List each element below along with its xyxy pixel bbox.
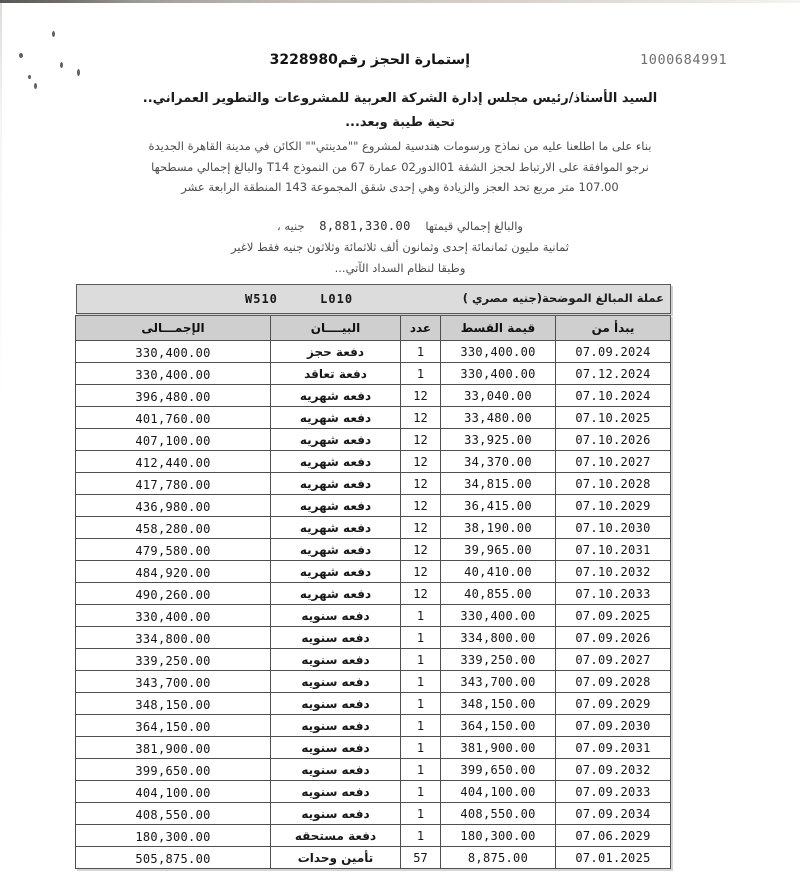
cell-installment-value: 330,400.00 (441, 341, 556, 363)
cell-total-value: 339,250.00 (135, 654, 211, 668)
cell-total (76, 605, 271, 627)
cell-total (76, 715, 271, 737)
reference-codes (245, 292, 353, 306)
cell-installment-value: 34,370.00 (441, 451, 556, 473)
cell-installment-value: 364,150.00 (441, 715, 556, 737)
cell-start-from: 07.10.2030 (556, 517, 671, 539)
cell-start-from: 07.09.2030 (556, 715, 671, 737)
cell-description: دفعه سنويه (271, 627, 401, 649)
cell-count: 12 (401, 539, 441, 561)
cell-total (76, 825, 271, 847)
cell-start-from: 07.09.2033 (556, 781, 671, 803)
cell-installment-value: 330,400.00 (441, 363, 556, 385)
cell-count: 12 (401, 407, 441, 429)
table-row (76, 759, 671, 781)
cell-total-value: 330,400.00 (135, 368, 211, 382)
cell-start-from: 07.12.2024 (556, 363, 671, 385)
document-title: إستمارة الحجز رقم3228980 (269, 52, 470, 68)
cell-total (76, 847, 271, 869)
cell-installment-value: 33,480.00 (441, 407, 556, 429)
cell-total-value: 330,400.00 (135, 346, 211, 360)
salutation-block (62, 88, 738, 134)
body-paragraph (62, 136, 738, 198)
table-row (76, 605, 671, 627)
cell-installment-value: 339,250.00 (441, 649, 556, 671)
total-amount-suffix: جنيه ، (277, 219, 305, 233)
cell-description: دفعة تعاقد (271, 363, 401, 385)
currency-label: عملة المبالغ الموضحة(جنيه مصري ) (462, 291, 664, 305)
scan-edge-artifact-left (0, 3, 2, 875)
total-amount-prefix: والبالغ إجمالي قيمتها (425, 219, 523, 233)
cell-description: دفعه سنويه (271, 803, 401, 825)
cell-total (76, 583, 271, 605)
table-row (76, 539, 671, 561)
cell-description: دفعه شهريه (271, 561, 401, 583)
cell-total-value: 404,100.00 (135, 786, 211, 800)
cell-total-value: 180,300.00 (135, 830, 211, 844)
cell-total-value: 412,440.00 (135, 456, 211, 470)
cell-start-from: 07.09.2027 (556, 649, 671, 671)
cell-count: 12 (401, 429, 441, 451)
cell-start-from: 07.10.2028 (556, 473, 671, 495)
cell-count: 1 (401, 781, 441, 803)
cell-total-value: 396,480.00 (135, 390, 211, 404)
cell-installment-value: 38,190.00 (441, 517, 556, 539)
table-row (76, 363, 671, 385)
salutation-line-1: السيد الأستاذ/رئيس مجلس إدارة الشركة العربية للمشروعات والتطوير العمراني.. (142, 91, 658, 106)
cell-total-value: 348,150.00 (135, 698, 211, 712)
cell-total (76, 407, 271, 429)
cell-total-value: 408,550.00 (135, 808, 211, 822)
total-amount-line (62, 216, 738, 237)
cell-installment-value: 399,650.00 (441, 759, 556, 781)
table-row (76, 385, 671, 407)
scan-edge-artifact-top (0, 0, 800, 3)
cell-count: 1 (401, 605, 441, 627)
cell-total (76, 385, 271, 407)
cell-start-from: 07.10.2027 (556, 451, 671, 473)
cell-description: دفعه شهريه (271, 385, 401, 407)
cell-start-from: 07.09.2029 (556, 693, 671, 715)
cell-total (76, 781, 271, 803)
cell-installment-value: 334,800.00 (441, 627, 556, 649)
total-amount-value: 8,881,330.00 (319, 219, 411, 233)
cell-description: دفعة مستحقه (271, 825, 401, 847)
cell-description: دفعة حجز (271, 341, 401, 363)
table-row (76, 407, 671, 429)
cell-total-value: 458,280.00 (135, 522, 211, 536)
scan-speckle (28, 75, 31, 79)
cell-total (76, 363, 271, 385)
cell-total (76, 539, 271, 561)
document-header (0, 52, 800, 74)
cell-start-from: 07.10.2029 (556, 495, 671, 517)
table-row (76, 671, 671, 693)
cell-count: 12 (401, 517, 441, 539)
cell-installment-value: 8,875.00 (441, 847, 556, 869)
payment-schedule-table (75, 315, 671, 869)
paragraph-line-1: بناء على ما اطلعنا عليه من نماذج ورسومات هندسية لمشروع ""مدينتي"" الكائن في مدينة القاهرة الجديدة (148, 139, 652, 153)
cell-total (76, 429, 271, 451)
cell-description: دفعه شهريه (271, 539, 401, 561)
cell-total (76, 693, 271, 715)
cell-total-value: 479,580.00 (135, 544, 211, 558)
cell-description: دفعه شهريه (271, 407, 401, 429)
scan-speckle (34, 83, 37, 89)
table-row (76, 583, 671, 605)
cell-total (76, 495, 271, 517)
cell-start-from: 07.09.2026 (556, 627, 671, 649)
cell-installment-value: 343,700.00 (441, 671, 556, 693)
cell-description: دفعه سنويه (271, 671, 401, 693)
cell-count: 12 (401, 495, 441, 517)
cell-total (76, 473, 271, 495)
cell-installment-value: 34,815.00 (441, 473, 556, 495)
cell-start-from: 07.09.2025 (556, 605, 671, 627)
cell-count: 12 (401, 583, 441, 605)
cell-start-from: 07.09.2031 (556, 737, 671, 759)
cell-description: دفعه شهريه (271, 583, 401, 605)
cell-description: دفعه سنويه (271, 715, 401, 737)
total-amount-in-words: ثمانية مليون ثمانمائة إحدى وثمانون ألف ثلاثمائة وثلاثون جنيه فقط لاغير (231, 240, 569, 254)
cell-description: دفعه شهريه (271, 517, 401, 539)
code-w: W510 (245, 292, 278, 306)
table-row (76, 341, 671, 363)
cell-total-value: 334,800.00 (135, 632, 211, 646)
table-row (76, 473, 671, 495)
cell-installment-value: 348,150.00 (441, 693, 556, 715)
cell-description: دفعه شهريه (271, 473, 401, 495)
cell-count: 1 (401, 649, 441, 671)
cell-description: دفعه سنويه (271, 781, 401, 803)
currency-bar (76, 284, 671, 314)
payment-schedule-intro: وطبقا لنظام السداد الآتي... (334, 261, 466, 275)
cell-count: 57 (401, 847, 441, 869)
cell-installment-value: 330,400.00 (441, 605, 556, 627)
column-header-total: الإجمـــالى (76, 316, 271, 341)
cell-start-from: 07.09.2034 (556, 803, 671, 825)
table-header-row (76, 316, 671, 341)
table-row (76, 715, 671, 737)
cell-start-from: 07.10.2026 (556, 429, 671, 451)
cell-start-from: 07.10.2031 (556, 539, 671, 561)
cell-total-value: 364,150.00 (135, 720, 211, 734)
cell-total-value: 436,980.00 (135, 500, 211, 514)
cell-total (76, 627, 271, 649)
cell-total-value: 490,260.00 (135, 588, 211, 602)
cell-description: دفعه سنويه (271, 649, 401, 671)
cell-description: دفعه شهريه (271, 429, 401, 451)
column-header-description: البيــــان (271, 316, 401, 341)
cell-count: 12 (401, 561, 441, 583)
cell-start-from: 07.10.2024 (556, 385, 671, 407)
cell-count: 12 (401, 473, 441, 495)
cell-description: دفعه شهريه (271, 451, 401, 473)
table-row (76, 693, 671, 715)
cell-start-from: 07.06.2029 (556, 825, 671, 847)
cell-installment-value: 40,855.00 (441, 583, 556, 605)
table-row (76, 429, 671, 451)
cell-description: دفعه سنويه (271, 737, 401, 759)
table-row (76, 517, 671, 539)
cell-count: 1 (401, 363, 441, 385)
cell-start-from: 07.10.2025 (556, 407, 671, 429)
cell-start-from: 07.09.2024 (556, 341, 671, 363)
paragraph-line-2: نرجو الموافقة على الارتباط لحجز الشقة 01الدور02 عمارة 67 من النموذج T14 والبالغ إجمالي مسطحها (151, 159, 649, 174)
document-id-number: 1000684991 (640, 52, 728, 68)
payment-schedule-table-wrapper (76, 284, 671, 869)
paragraph-line-3: 107.00 متر مربع تحد العجز والزيادة وهي إحدى شقق المجموعة 143 المنطقة الرابعة عشر (181, 180, 619, 194)
table-row (76, 737, 671, 759)
cell-total (76, 671, 271, 693)
cell-start-from: 07.01.2025 (556, 847, 671, 869)
table-row (76, 781, 671, 803)
cell-total-value: 505,875.00 (135, 852, 211, 866)
total-amount-block (62, 216, 738, 279)
scan-speckle (52, 31, 55, 37)
cell-start-from: 07.10.2032 (556, 561, 671, 583)
cell-total (76, 737, 271, 759)
table-row (76, 627, 671, 649)
cell-installment-value: 33,925.00 (441, 429, 556, 451)
cell-total-value: 330,400.00 (135, 610, 211, 624)
cell-description: دفعه سنويه (271, 759, 401, 781)
cell-total (76, 451, 271, 473)
cell-count: 1 (401, 715, 441, 737)
cell-total-value: 484,920.00 (135, 566, 211, 580)
cell-total (76, 759, 271, 781)
cell-start-from: 07.09.2028 (556, 671, 671, 693)
column-header-installment-value: قيمة القسط (441, 316, 556, 341)
cell-total (76, 803, 271, 825)
cell-total-value: 407,100.00 (135, 434, 211, 448)
cell-installment-value: 39,965.00 (441, 539, 556, 561)
table-body (76, 341, 671, 869)
cell-count: 1 (401, 341, 441, 363)
cell-total-value: 399,650.00 (135, 764, 211, 778)
table-row (76, 847, 671, 869)
cell-total-value: 381,900.00 (135, 742, 211, 756)
cell-total (76, 649, 271, 671)
cell-total-value: 417,780.00 (135, 478, 211, 492)
table-row (76, 825, 671, 847)
cell-count: 12 (401, 385, 441, 407)
code-l: L010 (320, 292, 354, 306)
table-header (76, 316, 671, 341)
cell-total (76, 341, 271, 363)
cell-installment-value: 180,300.00 (441, 825, 556, 847)
column-header-count: عدد (401, 316, 441, 341)
cell-count: 1 (401, 759, 441, 781)
table-row (76, 649, 671, 671)
cell-count: 1 (401, 627, 441, 649)
salutation-line-2: تحية طيبة وبعد... (345, 115, 455, 130)
table-row (76, 561, 671, 583)
table-row (76, 495, 671, 517)
cell-installment-value: 33,040.00 (441, 385, 556, 407)
cell-installment-value: 408,550.00 (441, 803, 556, 825)
cell-count: 1 (401, 825, 441, 847)
cell-description: دفعه سنويه (271, 693, 401, 715)
cell-count: 12 (401, 451, 441, 473)
cell-installment-value: 36,415.00 (441, 495, 556, 517)
cell-count: 1 (401, 671, 441, 693)
cell-count: 1 (401, 693, 441, 715)
table-row (76, 803, 671, 825)
column-header-start-from: يبدأ من (556, 316, 671, 341)
cell-start-from: 07.10.2033 (556, 583, 671, 605)
cell-description: دفعه شهريه (271, 495, 401, 517)
cell-installment-value: 40,410.00 (441, 561, 556, 583)
cell-start-from: 07.09.2032 (556, 759, 671, 781)
table-row (76, 451, 671, 473)
cell-description: دفعه سنويه (271, 605, 401, 627)
cell-total-value: 343,700.00 (135, 676, 211, 690)
cell-installment-value: 381,900.00 (441, 737, 556, 759)
cell-total (76, 561, 271, 583)
cell-total (76, 517, 271, 539)
cell-count: 1 (401, 737, 441, 759)
cell-description: تأمين وحدات (271, 847, 401, 869)
cell-count: 1 (401, 803, 441, 825)
cell-total-value: 401,760.00 (135, 412, 211, 426)
cell-installment-value: 404,100.00 (441, 781, 556, 803)
